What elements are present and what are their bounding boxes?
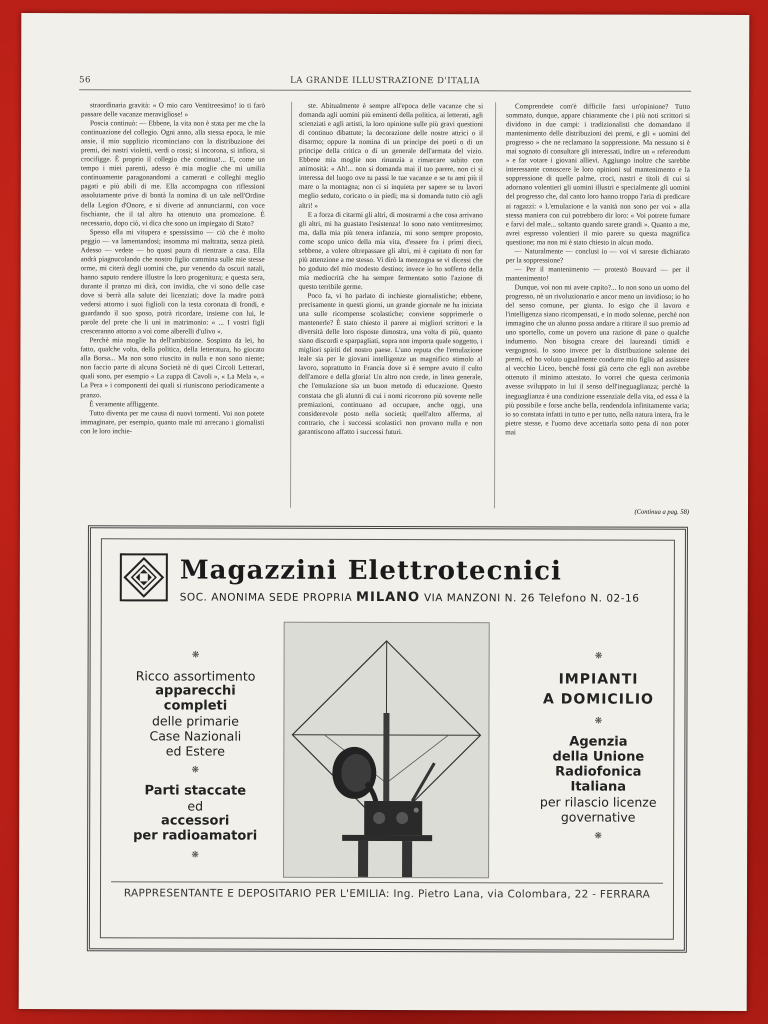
article-paragraph: ste. Abitualmente è sempre all'epoca delle vacanze che si domanda agli uomini più eminenti della politica, ai letterati, agli scienziati e agli artisti, la loro opinione sulle più gravi questioni di continuo dibattute; la decorazione delle nostre attrici o il disarmo; oppure la nomina di un principe dei poeti o di un principe della critica o di un generale dell'armata del vizio. Ebbene mia moglie non rinunzia a rimarcare subito con animosità: « Ah!... non si domanda mai il tuo parere, non ci si interessa del luogo ove tu passi le tue vacanze e se tu ami più il mare o la montagna; non ci si inquieta per sapere se tu lavori meglio seduto, coricato o in piedi; ma si domanda tutto ciò agli altri! »	[298, 101, 484, 210]
ornament-icon: ❋	[191, 765, 200, 776]
ad-text-line: Parti staccate	[144, 783, 247, 799]
page-number: 56	[79, 75, 91, 86]
continued-note: (Continua a pag. 58)	[634, 508, 690, 516]
article-paragraph: È veramente affliggente.	[89, 399, 160, 408]
company-street-phone: VIA MANZONI N. 26 Telefono N. 02-16	[423, 592, 640, 605]
ad-text-line: ed Estere	[165, 743, 225, 759]
ad-text-line: IMPIANTI	[558, 671, 639, 688]
company-logo	[120, 553, 168, 601]
company-address	[180, 589, 640, 605]
ornament-icon: ❋	[594, 831, 602, 842]
ad-text-line: Case Nazionali	[149, 728, 242, 744]
column-divider	[494, 102, 496, 508]
article-paragraph: Perchè mia moglie ha dell'ambizione. Sospinto da lei, ho fatto, qualche volta, della politica, della letteratura, ho giocato alla Borsa... Ma non sono riuscito in nulla e non sono niente; non faccio parte di alcuna Società nè di quei Circoli Letterari, quali sono, per esempio « La zuppa di Cavoli », « La Mela », « La Pera » i componenti dei quali si riuniscono periodicamente a pranzo.	[80, 336, 265, 399]
magazine-page	[19, 13, 750, 1011]
ad-text-line: Radiofonica	[555, 764, 642, 780]
article-paragraph: — Naturalmente — conclusi io — voi vi sareste dichiarato per la soppressione?	[505, 247, 690, 265]
article-paragraph: Spesso ella mi vitupera e spessissimo — ciò che è molto peggio — va lamentandosi; insomma mi maltratta, senza pietà. Adesso — vedete — ho quasi paura di rientrare a casa. Ella andrà piagnucolando che nostro figlio cammina sulle mie stesse orme, mi citerà degli uomini che, pur venendo da oscuri natali, hanno saputo rendere illustre la loro progenitura; e questa sera, durante il pranzo mi dirà, con invidia, che vi sono delle case dove si berrà alla salute dei licenziati; dove la madre potrà vedersi attorno i suoi figlioli con la testa coronata di frondi, e guardando il suo sposo, potrà ricordare, insieme con lui, le parole del prete che li unì in matrimonio: « ... I vostri figli cresceranno attorno a voi come alberelli d'ulivo ».	[80, 227, 265, 336]
company-type: SOC. ANONIMA SEDE PROPRIA	[179, 591, 353, 604]
ad-text-line: completi	[163, 698, 228, 714]
ornament-icon: ❋	[594, 651, 603, 662]
advertisement	[87, 525, 688, 953]
article-paragraph: Poco fa, vi ho parlato di inchieste giornalistiche; ebbene, precisamente in questi giorni, un grande giornale ne ha iniziata una sulle ricompense scolastiche; conviene sopprimerle o mantenerle? È stato chiesto il parere ai migliori scrittori e la diversità delle loro risposte dimostra, una volta di più, quanto siano discordi e sparpagliati, sopra non importa quale soggetto, i migliori spiriti del nostro paese. L'uno reputa che l'emulazione leale sia per le giovani intelligenze un magnifico stimolo al lavoro, soprattutto in Francia dove si è sempre avuto il culto dell'amore e della gloria! Un altro non crede, in linea generale, che l'emulazione sia un buon metodo di educazione. Questo constata che gli alunni di cui i nomi ricorrono più sovente nelle premiazioni, continuano ad occupare, anche oggi, una considerevole posto nella società; quell'altro afferma, al contrario, che i successi scolastici non provano nulla e non garantiscono affatto i successi futuri.	[298, 291, 483, 436]
article-paragraph: Comprendete com'è difficile farsi un'opinione? Tutto sommato, dunque, appare chiaramente che i più noti scrittori si dividono in due campi: i tradizionalisti che domandano il mantenimento delle distribuzioni dei premi, e gli « uomini del progresso » che ne reclamano la soppressione. Ma nessuno si è mai sognato di consultare gli interessati, indire un « referendum » e far votare i giovani allievi. Aggiungo inoltre che sarebbe interessante conoscere le loro opinioni sul mantenimento e la soppressione di quelle palme, croci, nastri e titoli di cui si adornano volentieri gli uomini illustri e specialmente gli uomini del progresso che, dal canto loro hanno troppo l'aria di predicare ai ragazzi: « L'emulazione e la vanità non sono per voi » alla stessa maniera con cui potrebbero dir loro: « Voi potrete fumare e farvi del male... soltanto quando sarete grandi ». Quanto a me, avrei espresso volentieri il mio parere su questa magnifica questione; ma non mi è stato chiesto in alcun modo.	[505, 102, 691, 247]
running-header	[79, 75, 691, 92]
ad-text-line: per rilascio licenze	[539, 794, 657, 810]
ad-text-line: Agenzia	[569, 734, 628, 750]
ad-text-line: delle primarie	[151, 713, 239, 729]
ad-text-line: Italiana	[570, 779, 627, 795]
company-name: Magazzini Elettrotecnici	[179, 555, 562, 587]
ad-footer-divider	[111, 881, 663, 883]
ad-text-line: della Unione	[552, 749, 645, 765]
ornament-icon: ❋	[191, 650, 200, 661]
ornament-icon: ❋	[191, 850, 199, 861]
radio-set-photo	[283, 622, 490, 879]
advertisement-inner	[100, 538, 675, 940]
ornament-icon: ❋	[594, 716, 603, 727]
ad-footer: RAPPRESENTANTE E DEPOSITARIO PER L'EMILIA: Ing. Pietro Lana, via Colombara, 22 - FERRARA	[123, 887, 651, 901]
article-column-2	[298, 102, 483, 508]
ad-left-text	[107, 643, 284, 868]
article-paragraph: Poscia continuò: — Ebbene, la vita non è stata per me che la continuazione del collegio. Ogni anno, alla stessa epoca, le mie ansie, il mio supplizio ricominciano con la distribuzione dei premi, dei nastri violetti, verdi o rossi; si incorona, si infiora, si crocifigge. È proprio il collegio che continua!... E, come un tempo i miei parenti, adesso è mia moglie che mi umilia continuamente paragonandomi a camerati e colleghi meglio pagati e più abili di me. Ella accompagna con riflessioni assolutamente prive di bontà la nomina di un tale nell'Ordine della Legion d'Onore, e si diverte ad annunciarmi, con voce fischiante, che il tal altro ha ottenuto una promozione. È necessario, dopo ciò, vi dica che sono un impiegato di Stato?	[80, 119, 266, 228]
ad-text-line: ed	[187, 798, 204, 814]
ad-text-line: governative	[560, 809, 636, 825]
article-paragraph: Dunque, voi non mi avete capito?... Io non sono un uomo del progresso, nè un rivoluzionario e ancor meno un invidioso; io ho del senso comune, per giunta. Io esigo che il lavoro e l'intelligenza siano ricompensati, e in modo solenne, perchè non immagino che un alunno possa andare a ritirare il suo premio ad uno sportello, come un povero una razione di pane o qualche indumento. Non bisogna creare dei laureandi timidi e vergognosi. Io sono invece per la distribuzione solenne dei premi, ed ho voluto ugualmente condurre mio figlio ad assistere al vecchio Liceo, benchè fossi già certo che egli non avrebbe ottenuto il minimo attestato. Io vorrei che questa cerimonia avesse sviluppato in lui il senso dell'ineguaglianza; perchè la ineguaglianza è una condizione essenziale della vita, ed essa è la più possibile e forse anche bella, rendendola infinitamente varia; io so constata infatti in tutto e per tutto, nella natura intera, fra le pietre stesse, e l'uomo deve accettarla sotto pena di non poter mai	[505, 283, 690, 437]
article-paragraph: Tutto diventa per me causa di nuovi tormenti. Voi non potete immaginare, per esempio, quanto male mi arrecano i giornalisti con le loro inchie-	[80, 408, 265, 436]
article-paragraph: straordinaria gravità: « O mio caro Ventitreesimo! io ti farò passare delle vacanze meravigliose! »	[81, 101, 266, 119]
ad-text-line: accessori	[161, 813, 230, 829]
ad-text-line: apparecchi	[155, 683, 236, 699]
company-city: MILANO	[356, 589, 421, 606]
ad-right-text	[509, 644, 688, 849]
article-paragraph: — Per il mantenimento — protestò Bouvard — per il mantenimento!	[505, 265, 690, 283]
article-paragraph: E a forza di citarmi gli altri, di mostrarmi a che cosa arrivano gli altri, mi ha guastato l'esistenza! Io sono nato ventitreesimo; ma, dalla mia più tenera infanzia, mi sono sempre proposto, come scopo unico della mia vita, d'essere fra i primi dieci, sebbene, a volere oltrepassare gli altri, mi è capitato di non far più attenzione a me stesso. Vi dirò la menzogna se vi dicessi che ho goduto del mio modesto destino; invece io ho sofferto della mia mediocrità che ha sempre fermentato sotto l'azione di questo terribile germe.	[298, 210, 483, 291]
ad-text-line: per radioamatori	[133, 828, 258, 844]
column-divider	[290, 102, 292, 508]
article-column-1	[80, 101, 265, 507]
ad-text-line: Ricco assortimento	[135, 668, 256, 684]
ad-text-line: A DOMICILIO	[543, 691, 654, 708]
article-column-3	[505, 102, 690, 508]
magazine-title: LA GRANDE ILLUSTRAZIONE D'ITALIA	[290, 75, 481, 87]
